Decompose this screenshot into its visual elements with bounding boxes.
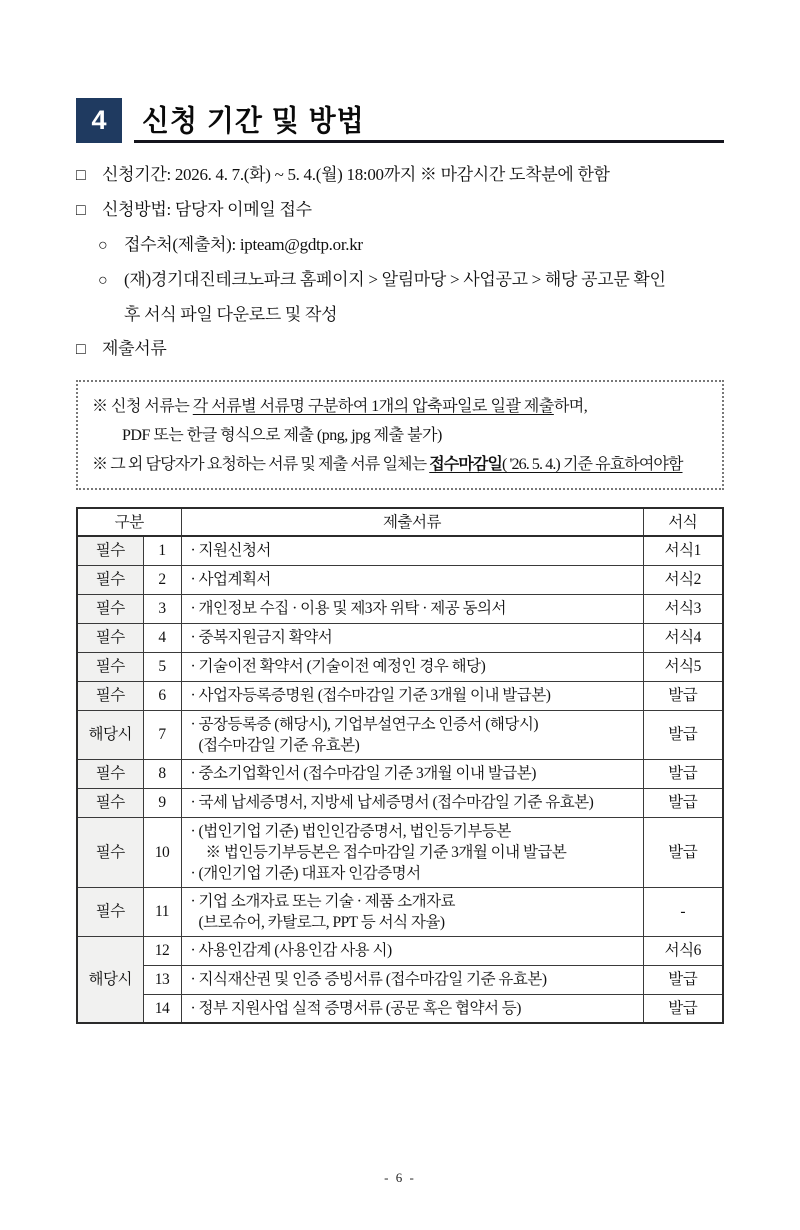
submission-docs-text: 제출서류 [102, 339, 167, 358]
doc-line: · 사업계획서 [190, 571, 271, 588]
doc-cell [181, 887, 643, 936]
section-number-badge [76, 98, 122, 143]
table-row [77, 817, 723, 887]
doc-cell [181, 652, 643, 681]
square-bullet-icon: □ [76, 167, 86, 184]
doc-line: ※ 법인등기부등본은 접수마감일 기준 3개월 이내 발급본 [205, 843, 567, 861]
gubun-cell: 필수 [77, 788, 143, 817]
doc-cell [181, 536, 643, 565]
gubun-cell: 필수 [77, 594, 143, 623]
section-heading [76, 98, 724, 143]
header-form: 서식 [643, 508, 723, 536]
doc-cell [181, 994, 643, 1023]
notice-line-3-deadline: 접수마감일 [429, 456, 503, 473]
notice-line-3-prefix: ※ 그 외 담당자가 요청하는 서류 및 제출 서류 일체는 [92, 456, 430, 473]
table-row [77, 788, 723, 817]
submission-documents-table [76, 507, 724, 1024]
square-bullet-icon: □ [76, 202, 86, 219]
doc-line: · 지식재산권 및 인증 증빙서류 (접수마감일 기준 유효본) [190, 971, 547, 988]
gubun-cell: 필수 [77, 681, 143, 710]
doc-line: · 국세 납세증명서, 지방세 납세증명서 (접수마감일 기준 유효본) [190, 794, 594, 811]
gubun-cell: 필수 [77, 652, 143, 681]
submission-docs-line [76, 332, 724, 367]
submission-email-text: 접수처(제출처): ipteam@gdtp.or.kr [124, 235, 363, 254]
table-row [77, 565, 723, 594]
doc-cell [181, 565, 643, 594]
doc-line: · (법인기업 기준) 법인인감증명서, 법인등기부등본 [190, 822, 511, 840]
gubun-cell: 필수 [77, 759, 143, 788]
homepage-path-line [76, 263, 724, 298]
form-cell: 서식2 [643, 565, 723, 594]
row-number: 7 [143, 710, 181, 759]
form-cell: - [643, 887, 723, 936]
row-number: 8 [143, 759, 181, 788]
doc-line: · 사용인감계 (사용인감 사용 시) [190, 942, 392, 959]
table-row [77, 536, 723, 565]
gubun-cell: 필수 [77, 623, 143, 652]
circle-bullet-icon: ○ [98, 272, 108, 289]
doc-line: · 중복지원금지 확약서 [190, 629, 333, 646]
submission-email-line [76, 228, 724, 263]
doc-line: · 사업자등록증명원 (접수마감일 기준 3개월 이내 발급본) [190, 687, 551, 704]
form-cell: 서식5 [643, 652, 723, 681]
gubun-cell-merged: 해당시 [77, 936, 143, 1023]
notice-box [76, 380, 724, 490]
doc-line: · 기업 소개자료 또는 기술 · 제품 소개자료 [190, 892, 456, 910]
row-number: 5 [143, 652, 181, 681]
row-number: 12 [143, 936, 181, 965]
gubun-cell: 필수 [77, 817, 143, 887]
doc-line: (접수마감일 기준 유효본) [198, 736, 360, 754]
form-cell: 발급 [643, 965, 723, 994]
header-gubun: 구분 [77, 508, 181, 536]
row-number: 2 [143, 565, 181, 594]
table-row [77, 652, 723, 681]
doc-cell [181, 710, 643, 759]
doc-cell [181, 788, 643, 817]
form-cell: 발급 [643, 817, 723, 887]
doc-line: · 기술이전 확약서 (기술이전 예정인 경우 해당) [190, 658, 486, 675]
application-method-line [76, 193, 724, 228]
application-period-line [76, 158, 724, 193]
table-row [77, 887, 723, 936]
form-cell: 서식4 [643, 623, 723, 652]
notice-line-2: PDF 또는 한글 형식으로 제출 (png, jpg 제출 불가) [122, 427, 442, 444]
homepage-path-continuation [76, 298, 724, 332]
application-period-text: 신청기간: 2026. 4. 7.(화) ~ 5. 4.(월) 18:00까지 ※ 마감시간 도착분에 한함 [102, 165, 610, 184]
doc-cell [181, 965, 643, 994]
document-page [0, 98, 800, 1024]
table-row [77, 594, 723, 623]
notice-line-1-prefix: ※ 신청 서류는 [92, 398, 193, 415]
row-number: 10 [143, 817, 181, 887]
table-header-row [77, 508, 723, 536]
table-row [77, 965, 723, 994]
doc-cell [181, 936, 643, 965]
table-row [77, 994, 723, 1023]
doc-line: (브로슈어, 카탈로그, PPT 등 서식 자율) [198, 913, 445, 931]
notice-line-1-underlined: 각 서류별 서류명 구분하여 1개의 압축파일로 일괄 제출 [192, 398, 554, 415]
doc-cell [181, 817, 643, 887]
gubun-cell: 해당시 [77, 710, 143, 759]
form-cell: 발급 [643, 710, 723, 759]
table-row [77, 710, 723, 759]
table-row [77, 759, 723, 788]
row-number: 14 [143, 994, 181, 1023]
row-number: 3 [143, 594, 181, 623]
notice-line-3 [92, 450, 710, 479]
header-docs: 제출서류 [181, 508, 643, 536]
form-cell: 서식1 [643, 536, 723, 565]
page-number: - 6 - [384, 1170, 416, 1185]
section-title: 신청 기간 및 방법 [142, 104, 365, 137]
row-number: 4 [143, 623, 181, 652]
notice-line-1-suffix: 하며, [553, 398, 588, 415]
doc-line: · 정부 지원사업 실적 증명서류 (공문 혹은 협약서 등) [190, 999, 521, 1017]
section-title-underline [134, 98, 724, 143]
doc-cell [181, 681, 643, 710]
row-number: 13 [143, 965, 181, 994]
doc-cell [181, 759, 643, 788]
row-number: 1 [143, 536, 181, 565]
doc-line: · 중소기업확인서 (접수마감일 기준 3개월 이내 발급본) [190, 765, 536, 782]
form-cell: 발급 [643, 759, 723, 788]
doc-line: · 개인정보 수집 · 이용 및 제3자 위탁 · 제공 동의서 [190, 600, 507, 617]
form-cell: 발급 [643, 681, 723, 710]
table-row [77, 681, 723, 710]
homepage-path-text-2: 후 서식 파일 다운로드 및 작성 [124, 305, 338, 324]
doc-cell [181, 594, 643, 623]
circle-bullet-icon: ○ [98, 237, 108, 254]
gubun-cell: 필수 [77, 536, 143, 565]
table-row [77, 936, 723, 965]
doc-line: · 지원신청서 [190, 542, 271, 560]
notice-line-3-underlined: ( '26. 5. 4.) 기준 유효하여야함 [502, 456, 683, 473]
gubun-cell: 필수 [77, 565, 143, 594]
application-method-text: 신청방법: 담당자 이메일 접수 [102, 200, 312, 219]
table-row [77, 623, 723, 652]
form-cell: 서식3 [643, 594, 723, 623]
homepage-path-text: (재)경기대진테크노파크 홈페이지 > 알림마당 > 사업공고 > 해당 공고문 확인 [124, 270, 666, 289]
doc-cell [181, 623, 643, 652]
row-number: 6 [143, 681, 181, 710]
doc-line: · (개인기업 기준) 대표자 인감증명서 [190, 864, 421, 882]
square-bullet-icon: □ [76, 341, 86, 358]
form-cell: 서식6 [643, 936, 723, 965]
bullet-list [76, 158, 724, 367]
doc-line: · 공장등록증 (해당시), 기업부설연구소 인증서 (해당시) [190, 715, 538, 733]
row-number: 9 [143, 788, 181, 817]
section-number: 4 [91, 105, 107, 135]
gubun-cell: 필수 [77, 887, 143, 936]
form-cell: 발급 [643, 788, 723, 817]
row-number: 11 [143, 887, 181, 936]
notice-line-1 [92, 392, 710, 421]
form-cell: 발급 [643, 994, 723, 1023]
